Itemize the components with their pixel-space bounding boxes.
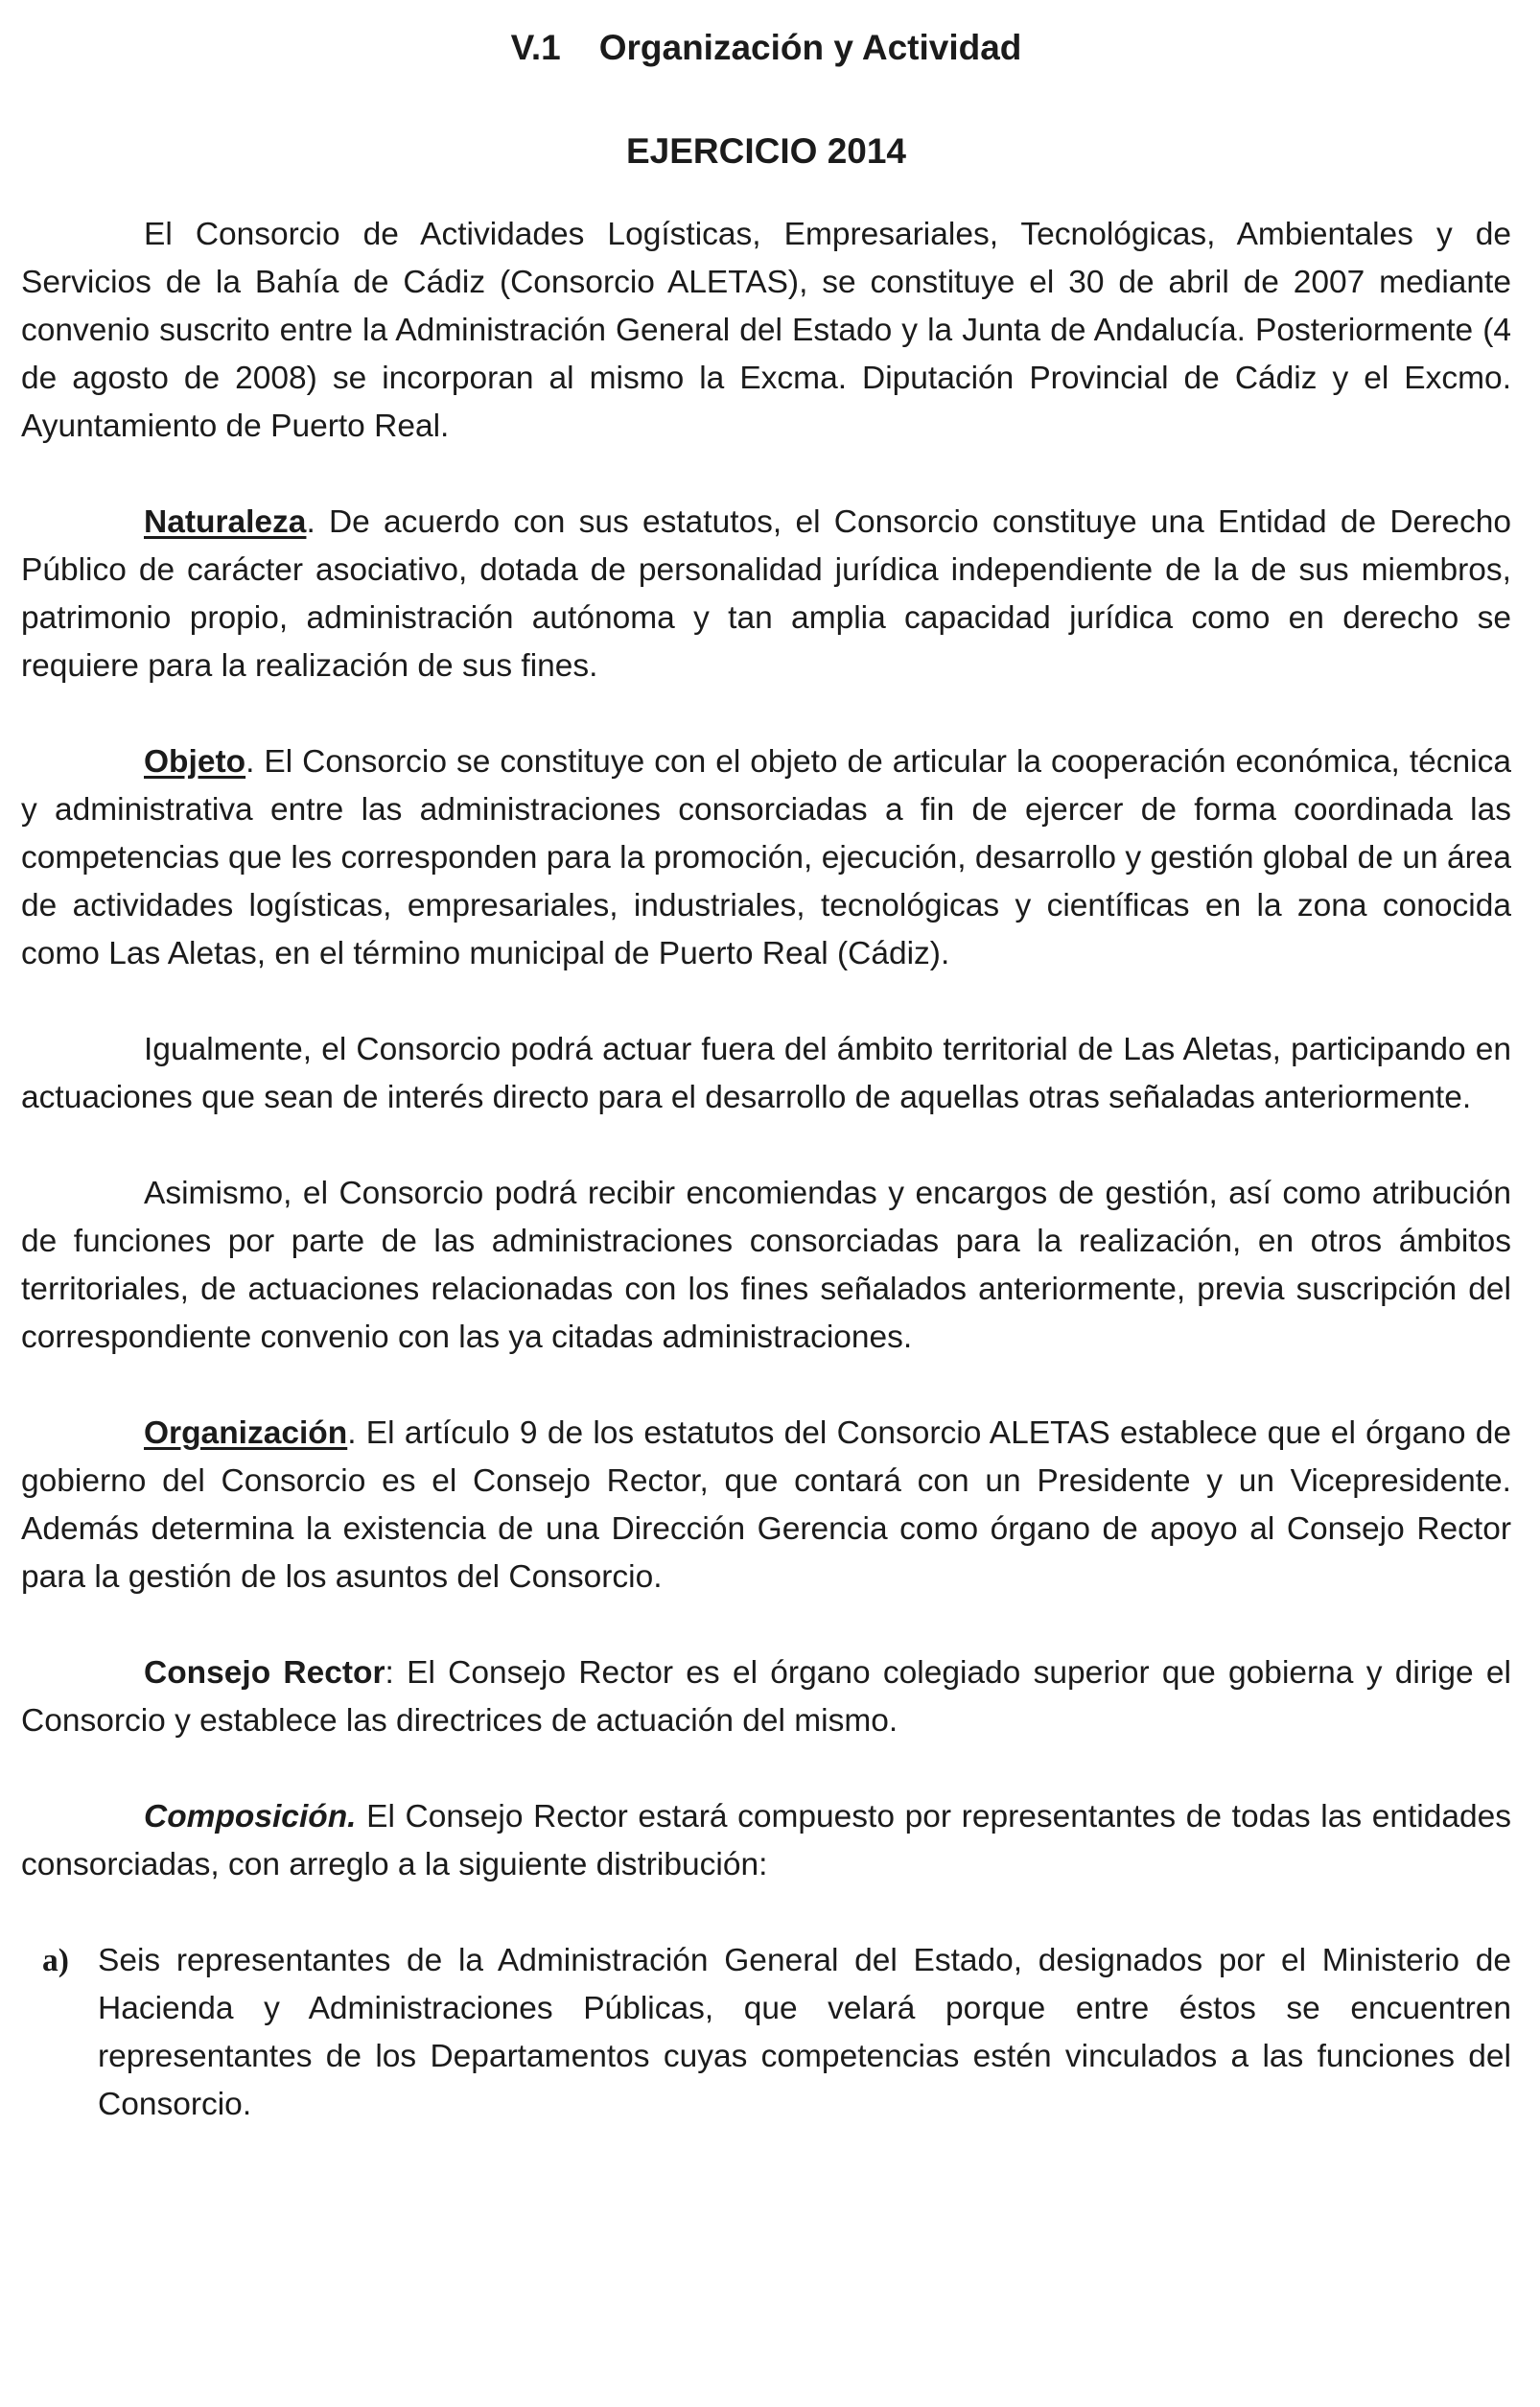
intro-paragraph: El Consorcio de Actividades Logísticas, Empresariales, Tecnológicas, Ambientales y de Servicios de la Bahía de Cádiz (Consorcio ALETAS), se constituye el 30 de abril de 2007 mediante convenio suscrito entre la Administración General del Estado y la Junta de Andalucía. Posteriormente (4 de agosto de 2008) se incorporan al mismo la Excma. Diputación Provincial de Cádiz y el Excmo. Ayuntamiento de Puerto Real. [21, 217, 1511, 444]
naturaleza-heading: Naturaleza [144, 504, 307, 540]
objeto-paragraph [21, 738, 1511, 978]
list-marker: a) [42, 1943, 69, 1978]
composicion-text: El Consejo Rector estará compuesto por representantes de todas las entidades consorciadas, con arreglo a la siguiente distribución: [21, 1799, 1511, 1882]
section-title [21, 23, 1511, 73]
composition-list [21, 1937, 1511, 2129]
section-number: V.1 [510, 28, 561, 67]
organizacion-text: . El artículo 9 de los estatutos del Consorcio ALETAS establece que el órgano de gobierno del Consorcio es el Consejo Rector, que contará con un Presidente y un Vicepresidente. Además determina la existencia de una Dirección Gerencia como órgano de apoyo al Consejo Rector para la gestión de los asuntos del Consorcio. [21, 1415, 1511, 1595]
objeto-text: . El Consorcio se constituye con el objeto de articular la cooperación económica, técnica y administrativa entre las administraciones consorciadas a fin de ejercer de forma coordinada las competencias que les corresponden para la promoción, ejecución, desarrollo y gestión global de un área de actividades logísticas, empresariales, industriales, tecnológicas y científicas en la zona conocida como Las Aletas, en el término municipal de Puerto Real (Cádiz). [21, 744, 1511, 971]
composicion-heading: Composición. [144, 1799, 357, 1834]
organizacion-paragraph [21, 1410, 1511, 1601]
igualmente-paragraph: Igualmente, el Consorcio podrá actuar fuera del ámbito territorial de Las Aletas, participando en actuaciones que sean de interés directo para el desarrollo de aquellas otras señaladas anteriormente. [21, 1032, 1511, 1115]
section-title-text: Organización y Actividad [598, 28, 1022, 67]
fiscal-year-heading: EJERCICIO 2014 [625, 131, 907, 171]
consejo-rector-text: : El Consejo Rector es el órgano colegiado superior que gobierna y dirige el Consorcio y establece las directrices de actuación del mismo. [21, 1655, 1512, 1739]
consejo-rector-paragraph [21, 1649, 1511, 1745]
composicion-paragraph [21, 1793, 1511, 1889]
organizacion-heading: Organización [144, 1415, 348, 1451]
list-item-text: Seis representantes de la Administración General del Estado, designados por el Ministerio de Hacienda y Administraciones Públicas, que velará porque entre éstos se encuentren representantes de los Departamentos cuyas competencias estén vinculados a las funciones del Consorcio. [98, 1943, 1511, 2122]
consejo-rector-heading: Consejo Rector [144, 1655, 385, 1691]
naturaleza-paragraph [21, 499, 1511, 690]
objeto-heading: Objeto [144, 744, 246, 780]
list-item [21, 1937, 1511, 2129]
naturaleza-text: . De acuerdo con sus estatutos, el Consorcio constituye una Entidad de Derecho Público de carácter asociativo, dotada de personalidad jurídica independiente de la de sus miembros, patrimonio propio, administración autónoma y tan amplia capacidad jurídica como en derecho se requiere para la realización de sus fines. [21, 504, 1511, 684]
asimismo-paragraph: Asimismo, el Consorcio podrá recibir encomiendas y encargos de gestión, así como atribución de funciones por parte de las administraciones consorciadas para la realización, en otros ámbitos territoriales, de actuaciones relacionadas con los fines señalados anteriormente, previa suscripción del correspondiente convenio con las ya citadas administraciones. [21, 1176, 1511, 1355]
